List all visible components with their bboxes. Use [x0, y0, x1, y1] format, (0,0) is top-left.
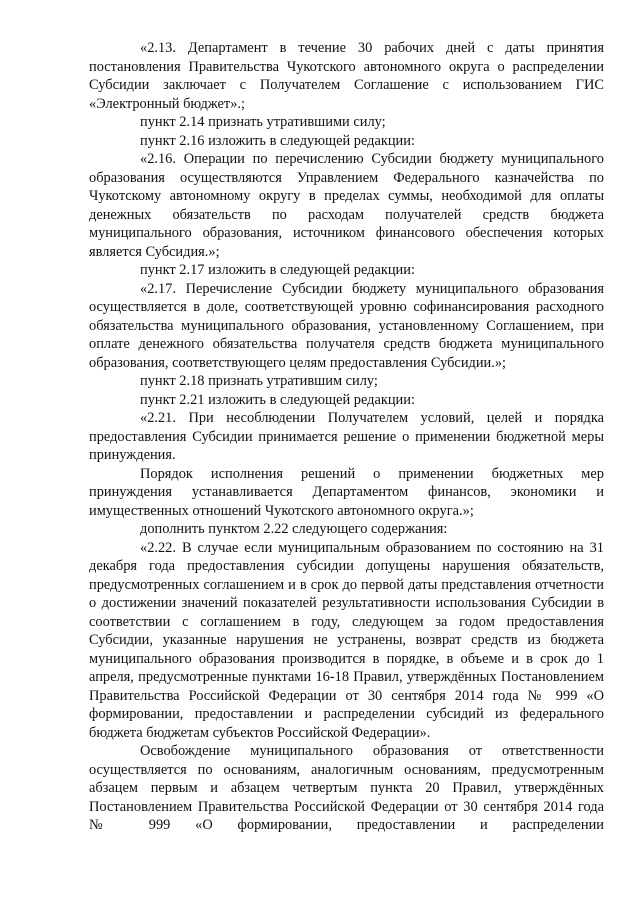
- instruction-2-14: пункт 2.14 признать утратившими силу;: [140, 114, 386, 130]
- paragraph-2-17: «2.17. Перечисление Субсидии бюджету муниципального образования осуществляется в доле, соответствующей уровню софинансирования расходного обязательства муниципального образования, установленному Соглашением, при оплате денежного обязательства получателя средств бюджета муниципального образования, соответствующего целям предоставления Субсидии.»;: [89, 280, 604, 371]
- paragraph-2-13: «2.13. Департамент в течение 30 рабочих дней с даты принятия постановления Правительства Чукотского автономного округа о распределении Субсидии заключает с Получателем Соглашение с использованием ГИС «Электронный бюджет».;: [89, 40, 604, 112]
- instruction-2-17: пункт 2.17 изложить в следующей редакции:: [140, 262, 415, 278]
- instruction-2-22: дополнить пунктом 2.22 следующего содержания:: [140, 521, 448, 537]
- paragraph-2-21-procedure: Порядок исполнения решений о применении бюджетных мер принуждения устанавливается Департаментом финансов, экономики и имущественных отношений Чукотского автономного округа.»;: [89, 465, 604, 519]
- instruction-2-18: пункт 2.18 признать утратившим силу;: [140, 373, 378, 389]
- paragraph-2-22-exemption: Освобождение муниципального образования от ответственности осуществляется по основаниям, аналогичным основаниям, предусмотренным абзацем первым и абзацем четвертым пункта 20 Правил, утверждённых Постановлением Правительства Российской Федерации от 30 сентября 2014 года № 999 «О формировании, предоставлении и распределении: [89, 743, 604, 833]
- paragraph-2-21: «2.21. При несоблюдении Получателем условий, целей и порядка предоставления Субсидии принимается решение о применении бюджетной меры принуждения.: [89, 410, 604, 463]
- paragraph-2-22: «2.22. В случае если муниципальным образованием по состоянию на 31 декабря года предоставления субсидии допущены нарушения обязательств, предусмотренных соглашением и в срок до первой даты представления отчетности о достижении значений показателей результативности использования Субсидии в соответствии с соглашением в году, следующем за годом предоставления Субсидии, указанные нарушения не устранены, возврат средств из бюджета муниципального образования производится в порядке, в объеме и в срок до 1 апреля, предусмотренные пунктами 16-18 Правил, утверждённых Постановлением Правительства Российской Федерации от 30 сентября 2014 года № 999 «О формировании, предоставлении и распределении субсидий из федерального бюджета бюджетам субъектов Российской Федерации».: [89, 539, 604, 741]
- instruction-2-21: пункт 2.21 изложить в следующей редакции:: [140, 391, 415, 408]
- paragraph-2-16: «2.16. Операции по перечислению Субсидии бюджету муниципального образования осуществляются Управлением Федерального казначейства по Чукотскому автономному округу в пределах суммы, необходимой для оплаты денежных обязательств по расходам получателей средств бюджета муниципального образования, источником финансового обеспечения которых является Субсидия.»;: [89, 151, 604, 260]
- document-body: [89, 39, 604, 835]
- instruction-2-16: пункт 2.16 изложить в следующей редакции:: [140, 132, 415, 149]
